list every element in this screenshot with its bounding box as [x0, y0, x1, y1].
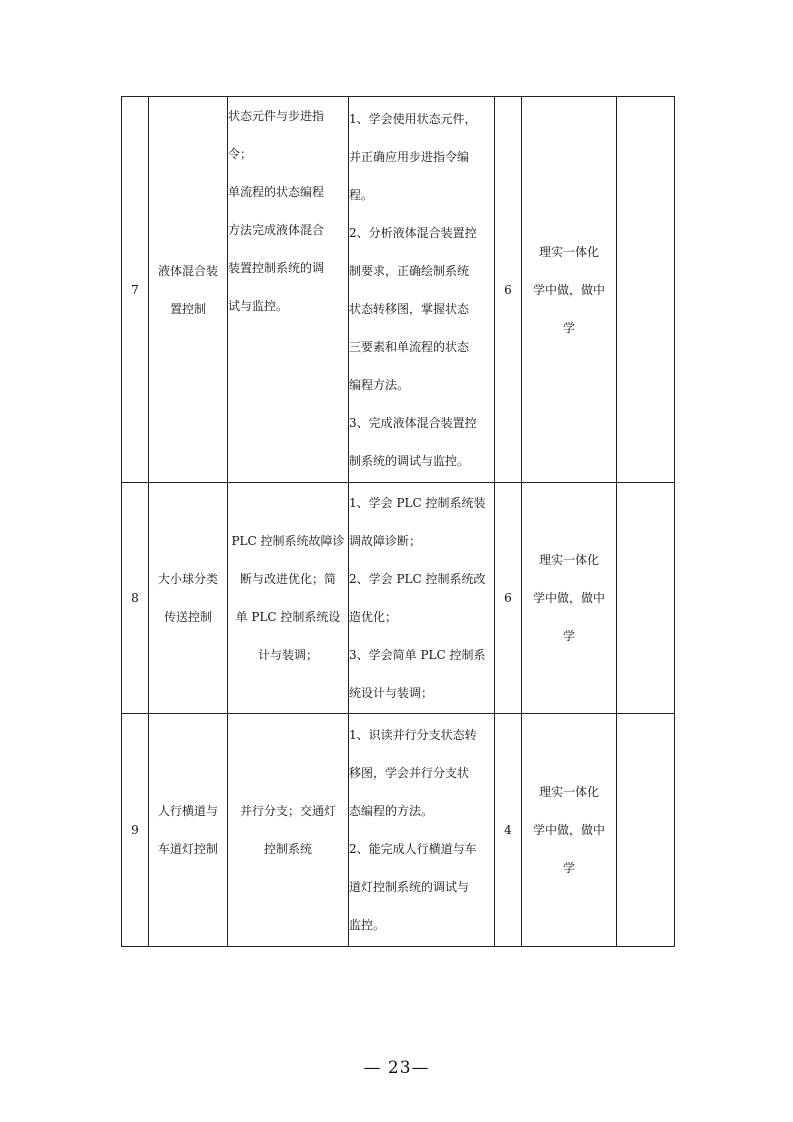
content-line: 方法完成液体混合: [228, 223, 325, 237]
goal-line: 编程方法。: [349, 377, 410, 392]
goal-line: 并正确应用步进指令编: [349, 149, 470, 164]
remark-cell: [617, 714, 675, 947]
goal-line: 制要求，正确绘制系统: [349, 263, 470, 278]
method-line: 学中做，做中: [532, 823, 605, 837]
hours-cell: 6: [495, 483, 522, 714]
page-number: — 23—: [363, 1058, 430, 1078]
table-row: [122, 97, 675, 483]
goal-line: 调故障诊断；: [349, 534, 422, 548]
goal-line: 1、学会 PLC 控制系统装: [349, 496, 486, 510]
learning-content-cell: [228, 97, 349, 483]
goal-line: 1、识读并行分支状态转: [349, 728, 477, 742]
remark-cell: [617, 97, 675, 483]
learning-content-cell: [228, 714, 349, 947]
learning-goals-cell: [349, 714, 495, 947]
goal-line: 统设计与装调；: [349, 686, 434, 700]
project-name-cell: [149, 97, 228, 483]
method-line: 学中做，做中: [532, 591, 605, 605]
project-name-line: 大小球分类: [157, 572, 218, 586]
method-line: 学: [562, 320, 575, 335]
content-line: 试与监控。: [228, 299, 289, 313]
teaching-method-cell: [522, 483, 617, 714]
teaching-method-cell: [522, 97, 617, 483]
hours-cell: 4: [495, 714, 522, 947]
course-table: [121, 96, 675, 947]
learning-goals-cell: [349, 483, 495, 714]
goal-line: 3、学会简单 PLC 控制系: [349, 648, 486, 662]
learning-goals-cell: [349, 97, 495, 483]
content-line: 单流程的状态编程: [228, 185, 325, 199]
goal-line: 制系统的调试与监控。: [349, 453, 470, 468]
content-line: 单 PLC 控制系统设: [235, 610, 341, 624]
goal-line: 1、学会使用状态元件，: [349, 111, 477, 126]
goal-line: 3、完成液体混合装置控: [349, 415, 477, 430]
content-line: 并行分支；交通灯: [239, 804, 336, 818]
content-line: 装置控制系统的调: [228, 261, 325, 275]
goal-line: 程。: [349, 187, 374, 202]
method-line: 学中做，做中: [532, 282, 605, 297]
goal-line: 状态转移图，掌握状态: [349, 301, 470, 316]
project-name-line: 人行横道与: [157, 804, 218, 818]
content-line: 状态元件与步进指: [228, 109, 325, 123]
method-line: 理实一体化: [538, 244, 599, 259]
project-name-line: 液体混合装: [157, 263, 218, 278]
goal-line: 造优化；: [349, 610, 398, 624]
goal-line: 态编程的方法。: [349, 804, 434, 818]
method-line: 学: [562, 861, 575, 875]
project-name-line: 车道灯控制: [157, 842, 218, 856]
goal-line: 监控。: [349, 918, 386, 932]
goal-line: 2、能完成人行横道与车: [349, 842, 477, 856]
row-number: 7: [122, 97, 149, 483]
content-line: 断与改进优化；简: [239, 572, 336, 586]
project-name-cell: [149, 483, 228, 714]
hours-cell: 6: [495, 97, 522, 483]
content-line: 令；: [228, 147, 253, 161]
method-line: 学: [562, 629, 575, 643]
goal-line: 道灯控制系统的调试与: [349, 880, 470, 894]
project-name-cell: [149, 714, 228, 947]
content-line: 控制系统: [263, 842, 312, 856]
project-name-line: 置控制: [169, 301, 206, 316]
goal-line: 移图，学会并行分支状: [349, 766, 470, 780]
goal-line: 2、分析液体混合装置控: [349, 225, 477, 240]
content-line: PLC 控制系统故障诊: [231, 534, 345, 548]
learning-content-cell: [228, 483, 349, 714]
method-line: 理实一体化: [538, 785, 599, 799]
remark-cell: [617, 483, 675, 714]
table-row: [122, 483, 675, 714]
teaching-method-cell: [522, 714, 617, 947]
method-line: 理实一体化: [538, 553, 599, 567]
goal-line: 三要素和单流程的状态: [349, 339, 470, 354]
row-number: 8: [122, 483, 149, 714]
goal-line: 2、学会 PLC 控制系统改: [349, 572, 486, 586]
row-number: 9: [122, 714, 149, 947]
project-name-line: 传送控制: [163, 610, 212, 624]
content-line: 计与装调；: [257, 648, 318, 662]
table-row: [122, 714, 675, 947]
